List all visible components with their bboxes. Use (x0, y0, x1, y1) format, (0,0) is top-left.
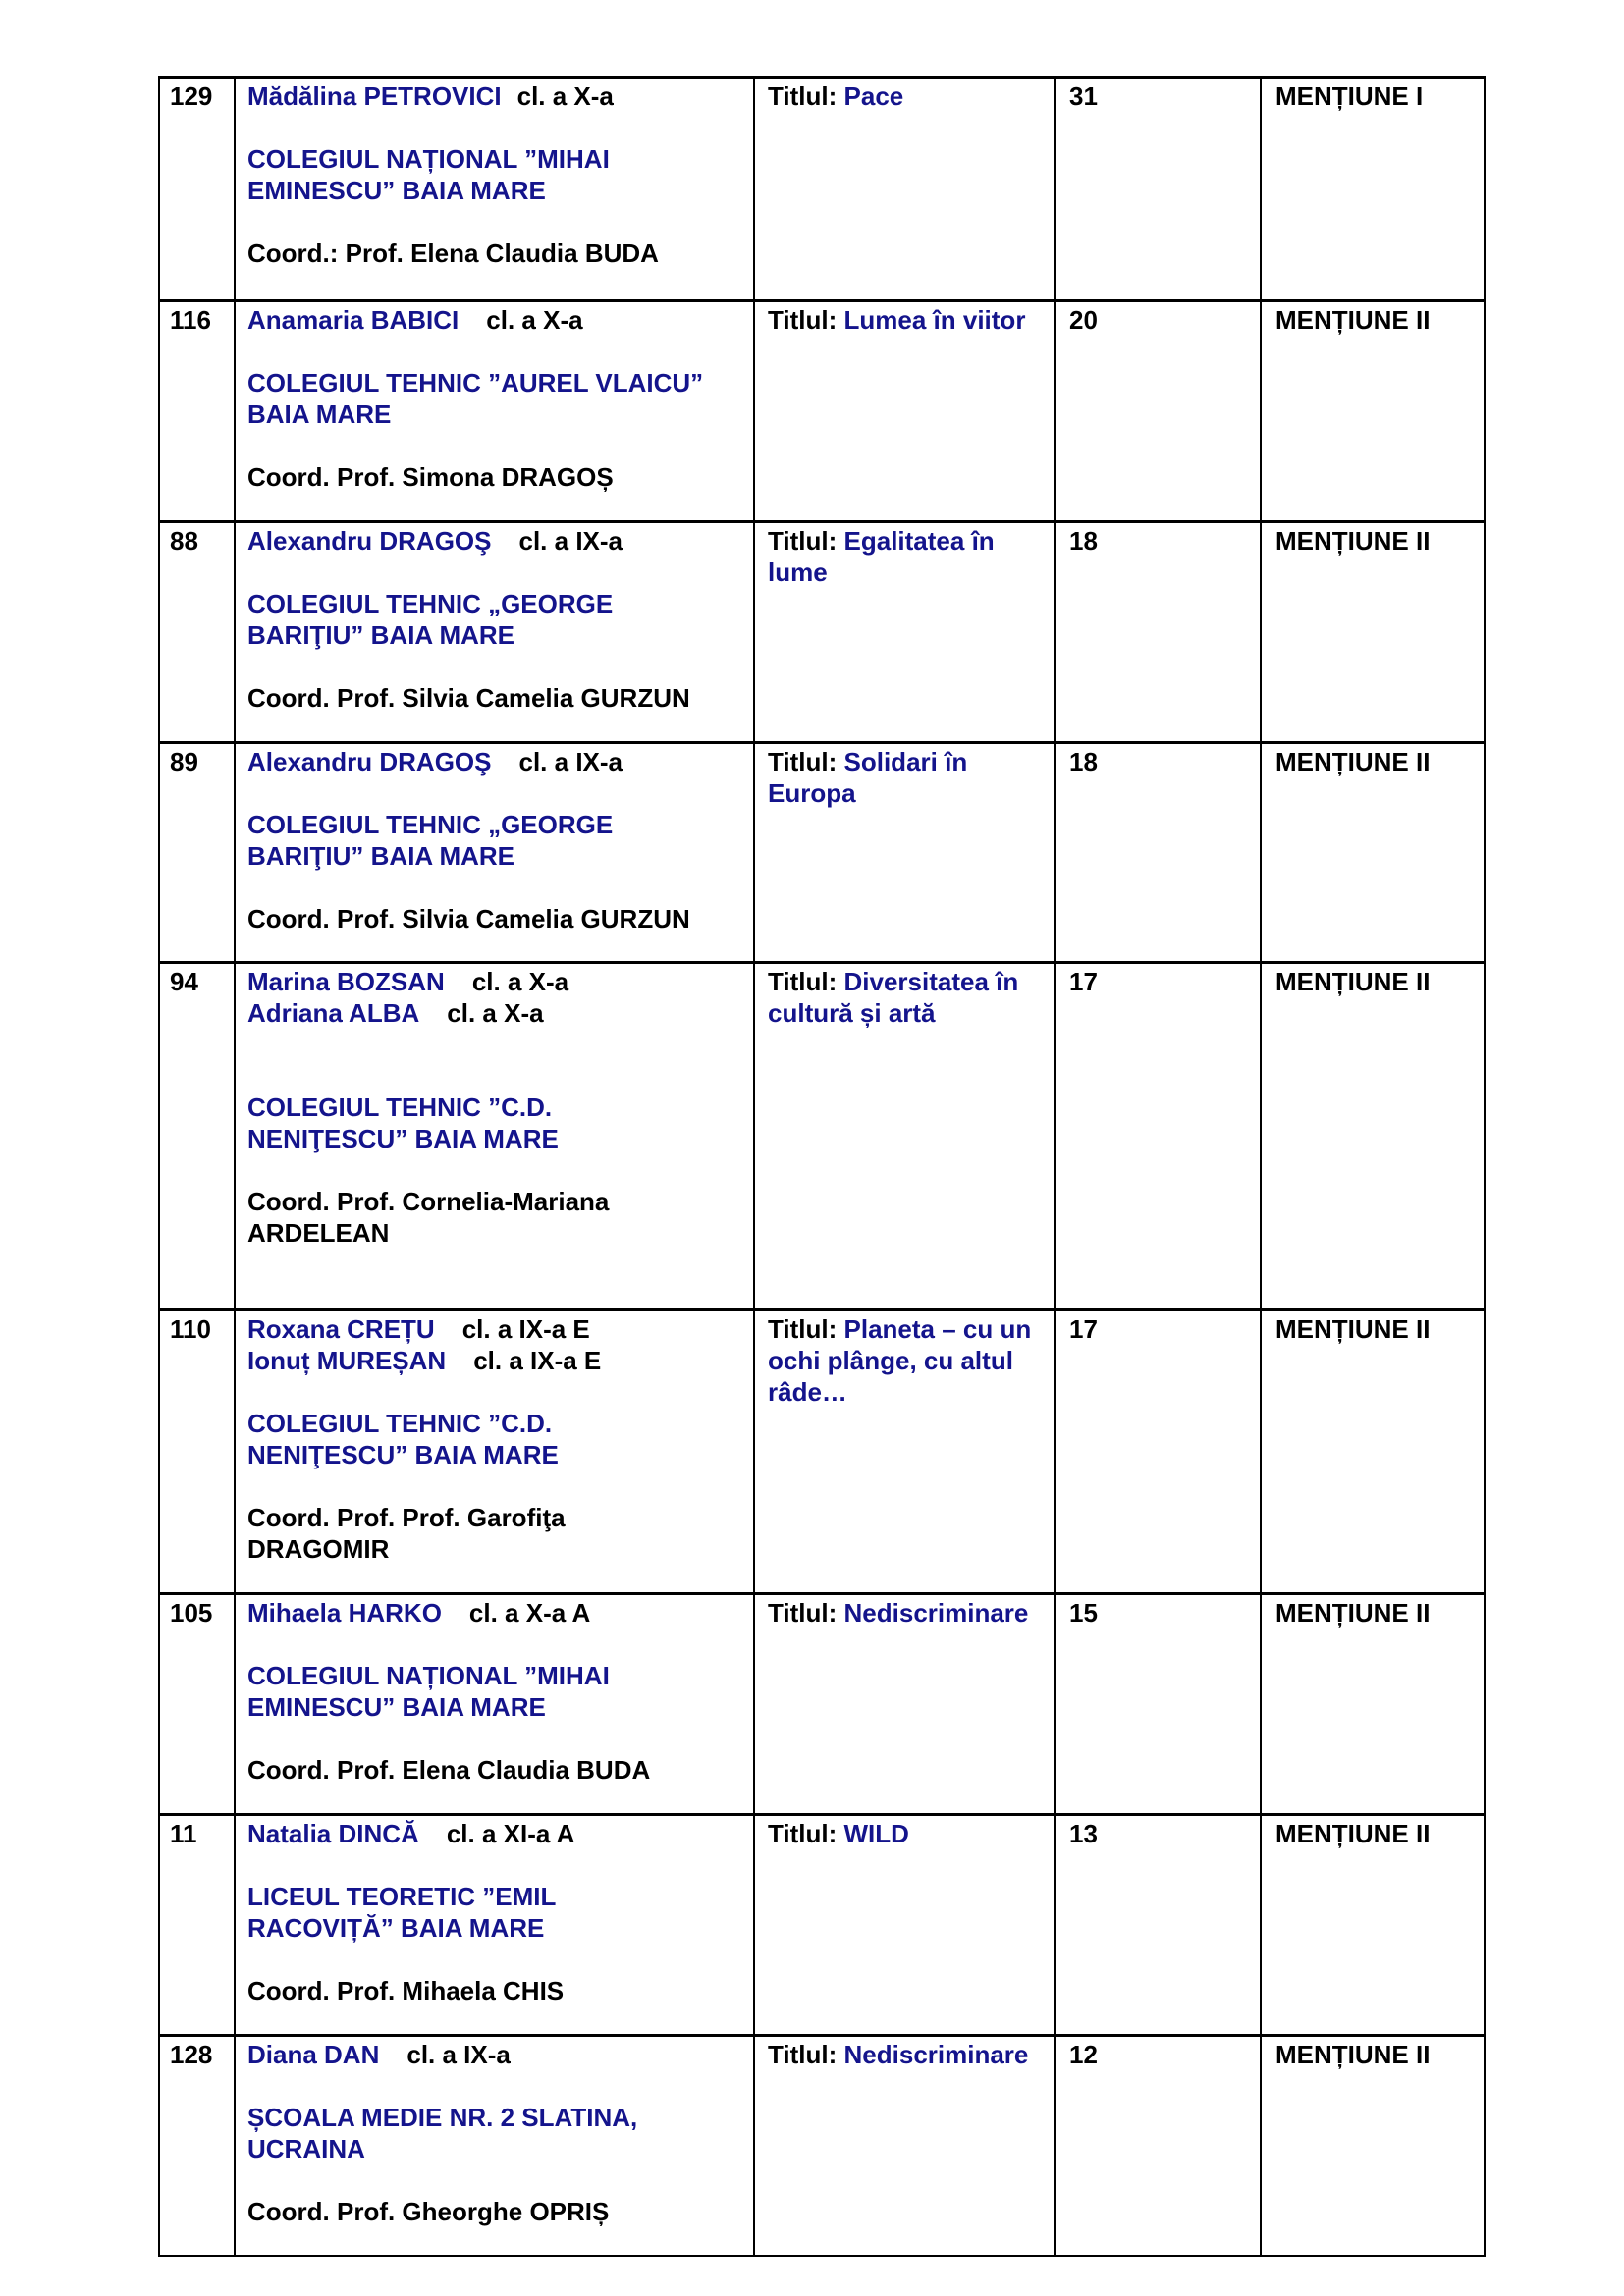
school-name-line: BAIA MARE (247, 400, 392, 429)
work-title (768, 2039, 1046, 2070)
blank-line (247, 206, 753, 238)
blank-line (247, 1470, 753, 1502)
title-value: Pace (843, 81, 904, 111)
blank-line (247, 1944, 753, 1975)
coordinator-line: DRAGOMIR (247, 1534, 390, 1564)
entry-number: 129 (159, 78, 235, 301)
coordinator-line: Coord. Prof. Gheorghe OPRIȘ (247, 2197, 610, 2226)
table-row (159, 1815, 1485, 2036)
title-value: Nediscriminare (843, 1598, 1029, 1628)
entry-number: 110 (159, 1310, 235, 1594)
table-row (159, 1594, 1485, 1815)
participant-cell (235, 1310, 754, 1594)
student-class: cl. a IX-a (518, 526, 623, 556)
student-class: cl. a IX-a E (461, 1314, 590, 1344)
prize-cell: MENȚIUNE II (1261, 963, 1485, 1310)
work-title (768, 1597, 1046, 1629)
prize-cell: MENȚIUNE II (1261, 2036, 1485, 2256)
blank-line (247, 2164, 753, 2196)
school-name-line: COLEGIUL TEHNIC „GEORGE (247, 810, 614, 839)
work-title (768, 304, 1046, 336)
score-cell: 13 (1055, 1815, 1261, 2036)
student-line (247, 2039, 753, 2070)
work-title (768, 966, 1046, 1029)
table-row (159, 2036, 1485, 2256)
title-label: Titlul: (768, 1314, 838, 1344)
prize-cell: MENȚIUNE II (1261, 1594, 1485, 1815)
blank-line (247, 872, 753, 903)
entry-number: 89 (159, 743, 235, 963)
coordinator-line: Coord. Prof. Mihaela CHIS (247, 1976, 565, 2005)
blank-line (247, 2070, 753, 2102)
work-title (768, 80, 1046, 112)
coordinator-line: Coord. Prof. Silvia Camelia GURZUN (247, 904, 690, 934)
entry-number: 116 (159, 301, 235, 522)
blank-line (247, 1154, 753, 1186)
student-line (247, 1345, 753, 1376)
blank-line (247, 112, 753, 143)
work-title (768, 1818, 1046, 1849)
blank-line (247, 557, 753, 588)
participant-cell (235, 1815, 754, 2036)
student-line (247, 997, 753, 1029)
title-label: Titlul: (768, 305, 838, 335)
student-line (247, 1818, 753, 1849)
student-name: Natalia DINCĂ (247, 1819, 419, 1848)
coordinator-line: Coord. Prof. Silvia Camelia GURZUN (247, 683, 690, 713)
school-name-line: COLEGIUL NAȚIONAL ”MIHAI (247, 1661, 610, 1690)
title-label: Titlul: (768, 81, 838, 111)
score-cell: 18 (1055, 743, 1261, 963)
student-name: Anamaria BABICI (247, 305, 460, 335)
student-name: Roxana CREȚU (247, 1314, 435, 1344)
school-name-line: COLEGIUL NAȚIONAL ”MIHAI (247, 144, 610, 174)
student-line (247, 966, 753, 997)
coordinator-line: Coord. Prof. Cornelia-Mariana (247, 1187, 610, 1216)
score-cell: 12 (1055, 2036, 1261, 2256)
coordinator-line: Coord. Prof. Prof. Garofiţa (247, 1503, 566, 1532)
results-table-body (159, 78, 1485, 2256)
school-name-line: BARIŢIU” BAIA MARE (247, 841, 515, 871)
school-name-line: EMINESCU” BAIA MARE (247, 1692, 546, 1722)
score-cell: 18 (1055, 522, 1261, 743)
student-name: Mihaela HARKO (247, 1598, 442, 1628)
work-title (768, 525, 1046, 588)
blank-line (247, 336, 753, 367)
title-value: WILD (843, 1819, 909, 1848)
title-value: Diversitatea în cultură și artă (768, 967, 1019, 1028)
blank-line (247, 1376, 753, 1408)
school-name-line: NENIŢESCU” BAIA MARE (247, 1124, 559, 1153)
student-class: cl. a X-a (516, 81, 614, 111)
student-name: Alexandru DRAGOŞ (247, 747, 492, 776)
school-name-line: BARIŢIU” BAIA MARE (247, 620, 515, 650)
school-name-line: UCRAINA (247, 2134, 365, 2163)
title-cell (754, 1310, 1055, 1594)
title-label: Titlul: (768, 2040, 838, 2069)
school-name-line: COLEGIUL TEHNIC ”C.D. (247, 1093, 553, 1122)
school-name-line: RACOVIȚĂ” BAIA MARE (247, 1913, 545, 1943)
school-name-line: LICEUL TEORETIC ”EMIL (247, 1882, 557, 1911)
student-name: Alexandru DRAGOŞ (247, 526, 492, 556)
school-name-line: COLEGIUL TEHNIC „GEORGE (247, 589, 614, 618)
score-cell: 17 (1055, 1310, 1261, 1594)
student-line (247, 1597, 753, 1629)
blank-line (247, 1849, 753, 1881)
student-name: Adriana ALBA (247, 998, 420, 1028)
prize-cell: MENȚIUNE II (1261, 301, 1485, 522)
title-value: Lumea în viitor (843, 305, 1026, 335)
student-name: Mădălina PETROVICI (247, 81, 502, 111)
participant-cell (235, 78, 754, 301)
participant-cell (235, 743, 754, 963)
title-cell (754, 963, 1055, 1310)
participant-cell (235, 301, 754, 522)
table-row (159, 78, 1485, 301)
blank-line (247, 430, 753, 461)
student-class: cl. a XI-a A (446, 1819, 575, 1848)
score-cell: 20 (1055, 301, 1261, 522)
coordinator-line: Coord. Prof. Elena Claudia BUDA (247, 1755, 651, 1785)
participant-cell (235, 1594, 754, 1815)
title-label: Titlul: (768, 1819, 838, 1848)
work-title (768, 1313, 1046, 1408)
entry-number: 94 (159, 963, 235, 1310)
school-name-line: ȘCOALA MEDIE NR. 2 SLATINA, (247, 2103, 638, 2132)
blank-line (247, 1029, 753, 1060)
title-label: Titlul: (768, 967, 838, 996)
table-row (159, 301, 1485, 522)
prize-cell: MENȚIUNE II (1261, 1310, 1485, 1594)
coordinator-line: Coord. Prof. Simona DRAGOȘ (247, 462, 614, 492)
student-class: cl. a X-a (486, 305, 583, 335)
blank-line (247, 777, 753, 809)
school-name-line: NENIŢESCU” BAIA MARE (247, 1440, 559, 1469)
title-value: Nediscriminare (843, 2040, 1029, 2069)
title-cell (754, 1594, 1055, 1815)
table-row (159, 522, 1485, 743)
student-line (247, 304, 753, 336)
blank-line (247, 1723, 753, 1754)
entry-number: 88 (159, 522, 235, 743)
title-label: Titlul: (768, 747, 838, 776)
score-cell: 17 (1055, 963, 1261, 1310)
participant-cell (235, 2036, 754, 2256)
results-table (158, 76, 1486, 2257)
student-line (247, 1313, 753, 1345)
blank-line (247, 651, 753, 682)
student-class: cl. a IX-a (518, 747, 623, 776)
student-class: cl. a IX-a E (473, 1346, 602, 1375)
student-line (247, 746, 753, 777)
student-class: cl. a X-a A (468, 1598, 591, 1628)
table-row (159, 963, 1485, 1310)
coordinator-line: ARDELEAN (247, 1218, 390, 1248)
school-name-line: EMINESCU” BAIA MARE (247, 176, 546, 205)
title-cell (754, 743, 1055, 963)
participant-cell (235, 963, 754, 1310)
student-name: Diana DAN (247, 2040, 380, 2069)
title-value: Egalitatea în lume (768, 526, 995, 587)
student-line (247, 525, 753, 557)
entry-number: 128 (159, 2036, 235, 2256)
student-class: cl. a X-a (471, 967, 569, 996)
work-title (768, 746, 1046, 809)
blank-line (247, 1060, 753, 1092)
student-line (247, 80, 753, 112)
title-cell (754, 522, 1055, 743)
student-class: cl. a X-a (447, 998, 544, 1028)
score-cell: 31 (1055, 78, 1261, 301)
prize-cell: MENȚIUNE II (1261, 743, 1485, 963)
school-name-line: COLEGIUL TEHNIC ”C.D. (247, 1409, 553, 1438)
student-name: Ionuț MUREȘAN (247, 1346, 447, 1375)
prize-cell: MENȚIUNE II (1261, 1815, 1485, 2036)
title-label: Titlul: (768, 1598, 838, 1628)
entry-number: 11 (159, 1815, 235, 2036)
title-label: Titlul: (768, 526, 838, 556)
prize-cell: MENȚIUNE II (1261, 522, 1485, 743)
participant-cell (235, 522, 754, 743)
table-row (159, 1310, 1485, 1594)
blank-line (247, 1629, 753, 1660)
school-name-line: COLEGIUL TEHNIC ”AUREL VLAICU” (247, 368, 704, 398)
prize-cell: MENȚIUNE I (1261, 78, 1485, 301)
title-cell (754, 301, 1055, 522)
title-value: Planeta – cu un ochi plânge, cu altul râde… (768, 1314, 1032, 1407)
title-cell (754, 2036, 1055, 2256)
title-cell (754, 78, 1055, 301)
title-value: Solidari în Europa (768, 747, 968, 808)
title-cell (754, 1815, 1055, 2036)
student-name: Marina BOZSAN (247, 967, 445, 996)
score-cell: 15 (1055, 1594, 1261, 1815)
coordinator-line: Coord.: Prof. Elena Claudia BUDA (247, 239, 659, 268)
entry-number: 105 (159, 1594, 235, 1815)
table-row (159, 743, 1485, 963)
student-class: cl. a IX-a (406, 2040, 511, 2069)
